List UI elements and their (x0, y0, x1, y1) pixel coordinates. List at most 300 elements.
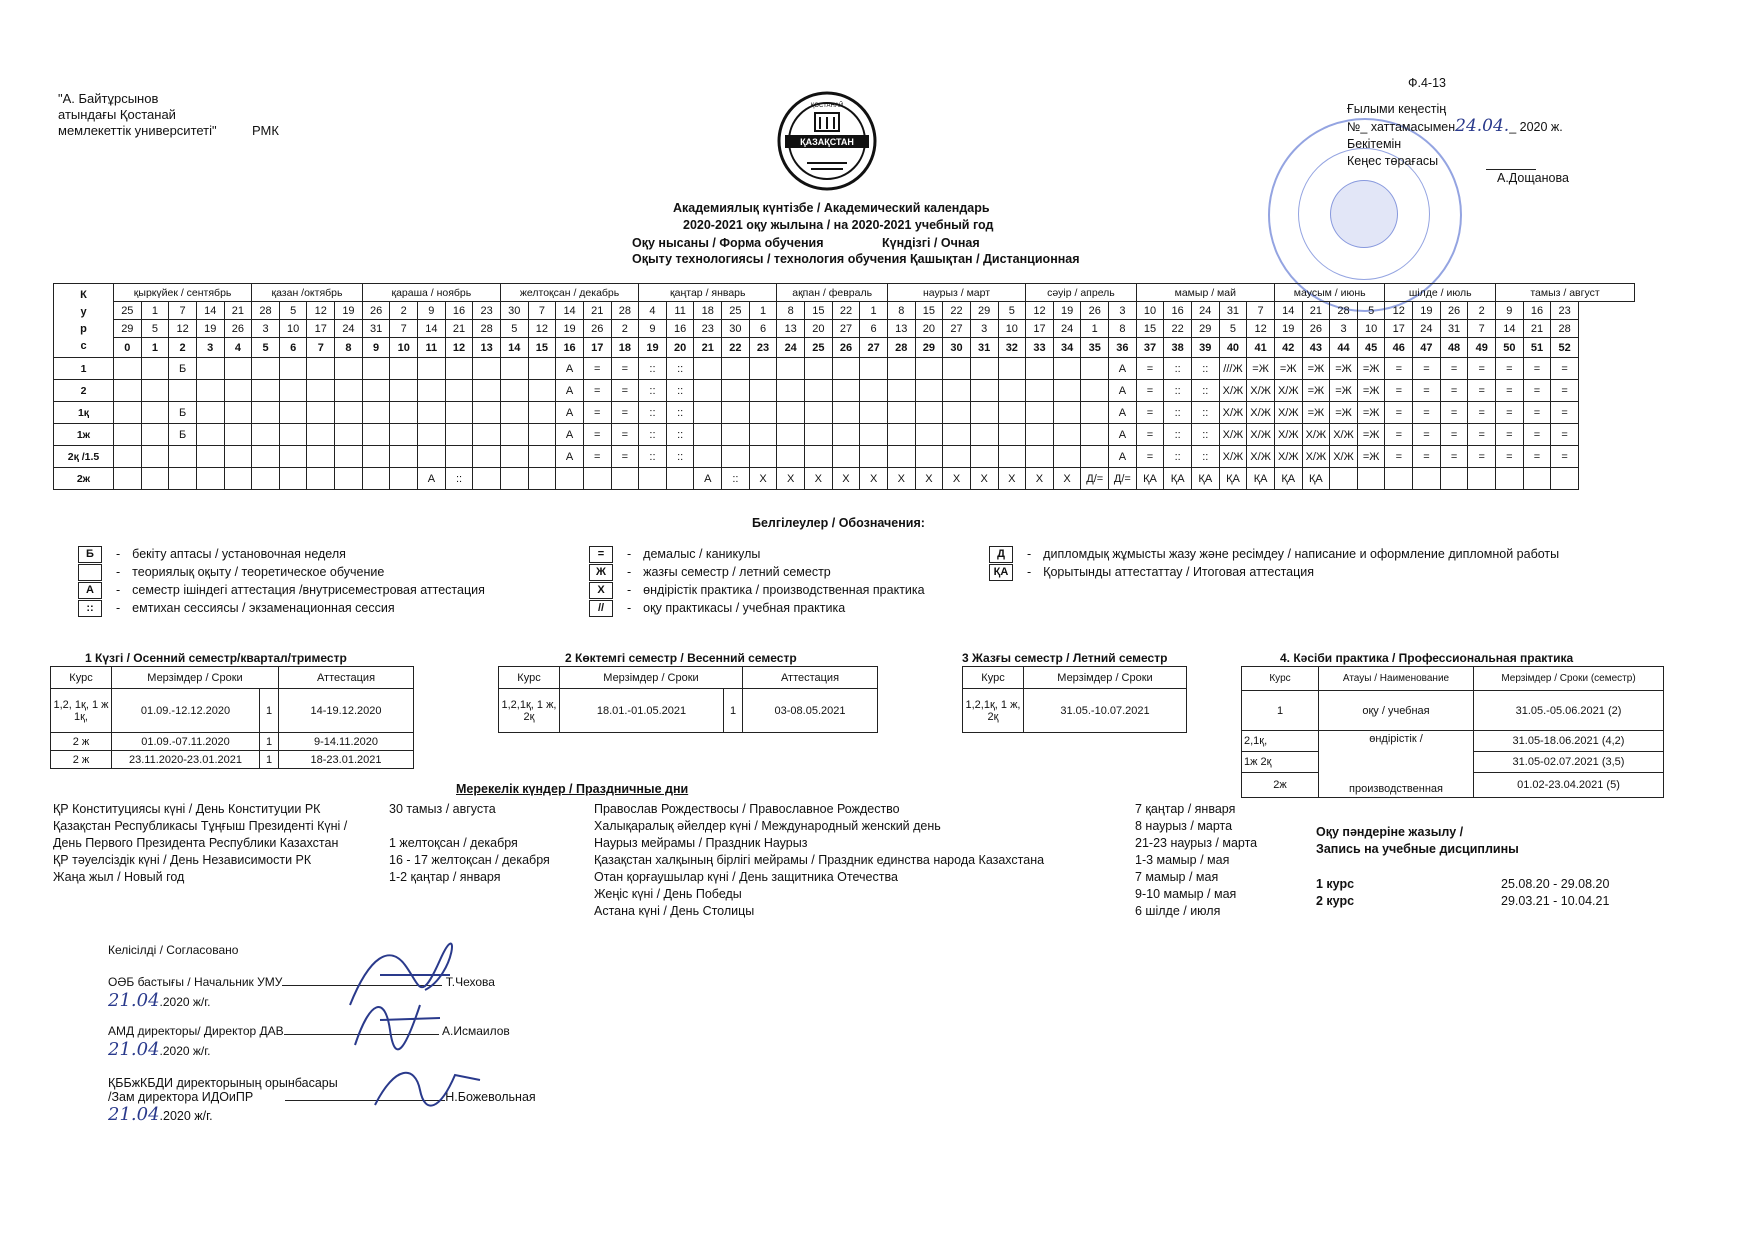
week-number: 14 (500, 338, 528, 358)
schedule-cell: ҚА (1302, 468, 1330, 490)
legend-symbol: Х (589, 582, 613, 599)
cell-count: 1 (260, 751, 279, 769)
week-start-day: 12 (307, 302, 335, 320)
schedule-cell: Х/Ж (1247, 402, 1275, 424)
schedule-cell (998, 424, 1026, 446)
course-label: 2қ /1.5 (54, 446, 114, 468)
enrollment-title-line: Оқу пәндеріне жазылу / (1316, 825, 1464, 839)
week-end-day: 9 (639, 320, 667, 338)
week-number: 27 (860, 338, 888, 358)
schedule-cell (114, 468, 142, 490)
week-number: 42 (1274, 338, 1302, 358)
cell-kurs: 1ж 2қ (1242, 751, 1319, 772)
schedule-cell (1053, 358, 1081, 380)
schedule-cell (722, 358, 750, 380)
schedule-cell: :: (666, 380, 694, 402)
schedule-cell (1551, 468, 1579, 490)
schedule-cell: Х/Ж (1330, 446, 1358, 468)
schedule-cell (943, 402, 971, 424)
week-end-day: 12 (169, 320, 197, 338)
schedule-cell (1026, 446, 1054, 468)
month-header: шілде / июль (1385, 284, 1496, 302)
schedule-cell: = (1136, 380, 1164, 402)
schedule-cell (279, 468, 307, 490)
col-header: Курс (51, 667, 112, 689)
schedule-cell: :: (1164, 402, 1192, 424)
academic-calendar-grid (53, 283, 1635, 490)
cell-kurs: 2 ж (51, 733, 112, 751)
legend-symbol: :: (78, 600, 102, 617)
week-start-day: 11 (666, 302, 694, 320)
approval-umu-date (108, 990, 211, 1011)
week-number: 23 (749, 338, 777, 358)
week-number: 26 (832, 338, 860, 358)
legend-dash: - (627, 547, 632, 561)
enrollment-title (1316, 824, 1519, 858)
schedule-cell (169, 446, 197, 468)
schedule-cell: :: (1164, 446, 1192, 468)
legend-dash: - (1027, 565, 1032, 579)
month-header: қыркүйек / сентябрь (114, 284, 252, 302)
legend-text: демалыс / каникулы (643, 547, 761, 561)
schedule-cell: = (611, 380, 639, 402)
week-end-day: 13 (887, 320, 915, 338)
holiday-name: Қазақстан халқының бірлігі мейрамы / Праздник единства народа Казахстана (594, 853, 1045, 867)
week-number: 36 (1109, 338, 1137, 358)
holiday-name: День Первого Президента Республики Казахстан (53, 836, 339, 850)
schedule-cell: =Ж (1357, 358, 1385, 380)
legend-item (78, 599, 485, 617)
schedule-cell (279, 380, 307, 402)
legend-col-2 (589, 545, 925, 617)
schedule-cell (583, 468, 611, 490)
schedule-cell: А (556, 358, 584, 380)
approval-protocol-line: №_ хаттамасымен24.04._ 2020 ж. (1347, 116, 1563, 136)
holiday-date: 6 шілде / июля (1135, 904, 1221, 918)
cell-dates: 18.01.-01.05.2021 (560, 689, 724, 733)
schedule-cell: = (1136, 358, 1164, 380)
legend-item (589, 599, 925, 617)
schedule-cell (1026, 424, 1054, 446)
schedule-cell: = (1385, 424, 1413, 446)
enrollment-courses (1316, 876, 1354, 910)
schedule-cell: А (694, 468, 722, 490)
schedule-cell (473, 468, 501, 490)
schedule-cell: ҚА (1274, 468, 1302, 490)
table-row (51, 751, 414, 769)
cell-dates: 01.02-23.04.2021 (5) (1474, 772, 1664, 797)
signer-role: ҚББжКБДИ директорының орынбасары (108, 1076, 338, 1090)
course-row (54, 358, 1635, 380)
schedule-cell (1468, 468, 1496, 490)
schedule-cell (418, 402, 446, 424)
month-header: ақпан / февраль (777, 284, 888, 302)
approval-number-sign: № (1347, 120, 1361, 134)
week-number: 32 (998, 338, 1026, 358)
month-header: қараша / ноябрь (362, 284, 500, 302)
schedule-cell (418, 358, 446, 380)
schedule-cell (860, 380, 888, 402)
practice-name-line: производственная (1349, 783, 1443, 795)
sem2-table (498, 666, 878, 733)
logo-band-text: ҚАЗАҚСТАН (800, 137, 854, 147)
schedule-cell (196, 358, 224, 380)
schedule-cell (777, 380, 805, 402)
col-header: Курс (1242, 667, 1319, 691)
week-end-day: 13 (777, 320, 805, 338)
schedule-cell (500, 380, 528, 402)
table-row (1242, 731, 1664, 752)
week-number: 8 (335, 338, 363, 358)
schedule-cell (528, 446, 556, 468)
course-row (54, 446, 1635, 468)
schedule-cell (970, 446, 998, 468)
schedule-cell: :: (639, 402, 667, 424)
week-number: 25 (805, 338, 833, 358)
legend-dash: - (116, 565, 121, 579)
week-number: 46 (1385, 338, 1413, 358)
schedule-cell: А (556, 424, 584, 446)
holiday-date: 21-23 наурыз / марта (1135, 836, 1258, 850)
cell-dates: 31.05-18.06.2021 (4,2) (1474, 731, 1664, 752)
course-row (54, 402, 1635, 424)
schedule-cell (141, 380, 169, 402)
legend-symbol (78, 564, 102, 581)
holiday-date: 9-10 мамыр / мая (1135, 887, 1237, 901)
schedule-cell: Х/Ж (1274, 424, 1302, 446)
schedule-cell: = (1551, 446, 1579, 468)
schedule-cell (390, 402, 418, 424)
week-end-day: 5 (141, 320, 169, 338)
cell-kurs: 2 ж (51, 751, 112, 769)
schedule-cell (1081, 424, 1109, 446)
schedule-cell: :: (1164, 358, 1192, 380)
schedule-cell: ҚА (1247, 468, 1275, 490)
schedule-cell: = (1468, 380, 1496, 402)
week-start-day: 25 (722, 302, 750, 320)
schedule-cell (1081, 402, 1109, 424)
schedule-cell (141, 358, 169, 380)
week-number: 16 (556, 338, 584, 358)
kurs-header (54, 284, 114, 358)
holiday-name: ҚР Конституциясы күні / День Конституции РК (53, 802, 321, 816)
week-end-day: 1 (1081, 320, 1109, 338)
schedule-cell: :: (666, 446, 694, 468)
date-suffix: .2020 ж/г. (159, 1109, 213, 1123)
schedule-cell: = (583, 446, 611, 468)
cell-dates: 31.05.-05.06.2021 (2) (1474, 691, 1664, 731)
week-end-day: 14 (418, 320, 446, 338)
schedule-cell: Д/= (1109, 468, 1137, 490)
month-header: тамыз / август (1496, 284, 1635, 302)
schedule-cell: Х (805, 468, 833, 490)
legend-text: семестр ішіндегі аттестация /внутрисеместровая аттестация (132, 583, 485, 597)
week-number: 13 (473, 338, 501, 358)
schedule-cell: = (1551, 424, 1579, 446)
schedule-cell: =Ж (1330, 358, 1358, 380)
schedule-cell: = (1496, 402, 1524, 424)
legend-item (78, 581, 485, 599)
legend-text: бекіту аптасы / установочная неделя (132, 547, 346, 561)
schedule-cell (252, 424, 280, 446)
schedule-cell: :: (722, 468, 750, 490)
schedule-cell (473, 424, 501, 446)
holidays-right-names (594, 801, 1044, 920)
legend-dash: - (627, 601, 632, 615)
schedule-cell (196, 468, 224, 490)
week-number: 52 (1551, 338, 1579, 358)
schedule-cell (860, 402, 888, 424)
cell-name (1319, 731, 1474, 798)
schedule-cell (860, 424, 888, 446)
week-number: 5 (252, 338, 280, 358)
schedule-cell: :: (639, 358, 667, 380)
legend-text: жазғы семестр / летний семестр (643, 565, 831, 579)
week-end-day: 7 (390, 320, 418, 338)
schedule-cell (1053, 380, 1081, 402)
week-start-day: 1 (141, 302, 169, 320)
signature-bozhevolnaya-icon (365, 1060, 485, 1115)
schedule-cell (252, 358, 280, 380)
week-start-day: 5 (279, 302, 307, 320)
schedule-cell: = (1551, 358, 1579, 380)
schedule-cell (114, 402, 142, 424)
week-end-row (54, 320, 1635, 338)
schedule-cell: Х (777, 468, 805, 490)
week-number-row (54, 338, 1635, 358)
week-start-day: 25 (114, 302, 142, 320)
schedule-cell (418, 446, 446, 468)
week-start-day: 1 (860, 302, 888, 320)
legend-item (989, 545, 1559, 563)
schedule-cell (722, 402, 750, 424)
week-number: 33 (1026, 338, 1054, 358)
signer-name: А.Исмаилов (441, 1024, 510, 1038)
schedule-cell: :: (666, 424, 694, 446)
schedule-cell: Х/Ж (1247, 446, 1275, 468)
schedule-cell (970, 358, 998, 380)
week-number: 37 (1136, 338, 1164, 358)
approval-line: Ғылыми кеңестің (1347, 102, 1447, 116)
schedule-cell (556, 468, 584, 490)
schedule-cell (722, 380, 750, 402)
schedule-cell (832, 402, 860, 424)
legend-symbol: Ж (589, 564, 613, 581)
week-end-day: 28 (1551, 320, 1579, 338)
cell-dates: 31.05-02.07.2021 (3,5) (1474, 751, 1664, 772)
schedule-cell (252, 380, 280, 402)
holiday-name: Православ Рождествосы / Православное Рождество (594, 802, 900, 816)
handwritten-date: 21.04 (108, 1039, 160, 1060)
schedule-cell: ///Ж (1219, 358, 1247, 380)
legend-symbol: = (589, 546, 613, 563)
week-start-day: 26 (362, 302, 390, 320)
schedule-cell: Х (749, 468, 777, 490)
week-end-day: 26 (583, 320, 611, 338)
schedule-cell (307, 358, 335, 380)
months-row (54, 284, 1635, 302)
week-end-day: 20 (915, 320, 943, 338)
schedule-cell: = (611, 424, 639, 446)
week-end-day: 17 (1385, 320, 1413, 338)
schedule-cell: Х/Ж (1247, 380, 1275, 402)
week-number: 39 (1191, 338, 1219, 358)
cell-kurs: 1,2,1қ, 1 ж, 2қ (499, 689, 560, 733)
schedule-cell: = (1440, 402, 1468, 424)
schedule-cell (1413, 468, 1441, 490)
sem1-title: 1 Күзгі / Осенний семестр/квартал/триместр (85, 651, 347, 665)
handwritten-date: 21.04 (108, 1104, 160, 1125)
week-number: 21 (694, 338, 722, 358)
schedule-cell (694, 424, 722, 446)
schedule-cell: :: (1191, 446, 1219, 468)
week-number: 18 (611, 338, 639, 358)
schedule-cell: = (1413, 424, 1441, 446)
week-start-day: 9 (1496, 302, 1524, 320)
schedule-cell (418, 380, 446, 402)
schedule-cell: :: (1191, 424, 1219, 446)
schedule-cell: = (1413, 358, 1441, 380)
holiday-date: 7 мамыр / мая (1135, 870, 1219, 884)
schedule-cell: Х/Ж (1274, 446, 1302, 468)
legend-item (989, 563, 1559, 581)
schedule-cell: = (1523, 424, 1551, 446)
schedule-cell (335, 402, 363, 424)
legend-symbol: // (589, 600, 613, 617)
week-end-day: 24 (335, 320, 363, 338)
week-start-day: 24 (1191, 302, 1219, 320)
schedule-cell: = (1496, 424, 1524, 446)
col-header: Курс (499, 667, 560, 689)
schedule-cell: Б (169, 402, 197, 424)
week-number: 28 (887, 338, 915, 358)
schedule-cell: = (1523, 446, 1551, 468)
week-number: 20 (666, 338, 694, 358)
month-header: наурыз / март (887, 284, 1025, 302)
week-start-day: 14 (556, 302, 584, 320)
schedule-cell (777, 424, 805, 446)
schedule-cell: Х (860, 468, 888, 490)
week-end-day: 19 (556, 320, 584, 338)
holiday-date: 1-2 қаңтар / января (389, 870, 501, 884)
schedule-cell (860, 358, 888, 380)
schedule-cell: Б (169, 424, 197, 446)
signer-role: /Зам директора ИДОиПР (108, 1090, 254, 1104)
holiday-date: 7 қаңтар / января (1135, 802, 1236, 816)
week-start-day: 14 (196, 302, 224, 320)
schedule-cell: Х (943, 468, 971, 490)
schedule-cell (279, 424, 307, 446)
date-suffix: .2020 ж/г. (159, 995, 211, 1009)
legend-col-1 (78, 545, 485, 617)
schedule-cell (1053, 402, 1081, 424)
schedule-cell: А (1109, 380, 1137, 402)
schedule-cell (390, 358, 418, 380)
schedule-cell (805, 424, 833, 446)
holidays-right-dates (1135, 801, 1257, 920)
week-end-day: 24 (1053, 320, 1081, 338)
week-number: 44 (1330, 338, 1358, 358)
schedule-cell (777, 358, 805, 380)
week-start-day: 4 (639, 302, 667, 320)
month-header: желтоқсан / декабрь (500, 284, 638, 302)
week-end-day: 6 (860, 320, 888, 338)
week-end-day: 31 (362, 320, 390, 338)
week-number: 48 (1440, 338, 1468, 358)
sem2-title: 2 Көктемгі семестр / Весенний семестр (565, 651, 797, 665)
legend-text: оқу практикасы / учебная практика (643, 601, 846, 615)
week-start-day: 31 (1219, 302, 1247, 320)
holiday-name: Жеңіс күні / День Победы (594, 887, 742, 901)
course-label: 1 (54, 358, 114, 380)
week-start-day: 8 (777, 302, 805, 320)
schedule-cell (943, 424, 971, 446)
course-row (54, 468, 1635, 490)
col-header: Мерзімдер / Сроки (560, 667, 743, 689)
schedule-cell (1026, 402, 1054, 424)
week-number: 35 (1081, 338, 1109, 358)
schedule-cell: = (1468, 446, 1496, 468)
schedule-cell: = (1551, 402, 1579, 424)
week-start-day: 22 (832, 302, 860, 320)
cell-dates: 23.11.2020-23.01.2021 (112, 751, 260, 769)
table-row (499, 689, 878, 733)
legend-dash: - (627, 565, 632, 579)
week-number: 40 (1219, 338, 1247, 358)
schedule-cell: ҚА (1136, 468, 1164, 490)
legend-text: теориялық оқыту / теоретическое обучение (132, 565, 385, 579)
schedule-cell (1081, 358, 1109, 380)
week-number: 49 (1468, 338, 1496, 358)
approvals-title: Келісілді / Согласовано (108, 943, 239, 957)
schedule-cell (1496, 468, 1524, 490)
week-end-day: 23 (694, 320, 722, 338)
legend-dash: - (116, 547, 121, 561)
legend-dash: - (627, 583, 632, 597)
week-start-day: 15 (915, 302, 943, 320)
col-header: Курс (963, 667, 1024, 689)
schedule-cell: = (1385, 358, 1413, 380)
week-end-day: 12 (1247, 320, 1275, 338)
sem4-title: 4. Кәсіби практика / Профессиональная практика (1280, 651, 1574, 665)
schedule-cell (473, 358, 501, 380)
week-end-day: 7 (1468, 320, 1496, 338)
week-end-day: 16 (666, 320, 694, 338)
week-end-day: 20 (805, 320, 833, 338)
enrollment-date: 25.08.20 - 29.08.20 (1501, 877, 1610, 891)
week-start-day: 23 (1551, 302, 1579, 320)
cell-attestation: 18-23.01.2021 (279, 751, 414, 769)
schedule-cell: =Ж (1302, 402, 1330, 424)
schedule-cell (970, 380, 998, 402)
holiday-name: Қазақстан Республикасы Тұңғыш Президенті Күні / (53, 819, 348, 833)
schedule-cell (749, 358, 777, 380)
university-logo (777, 91, 877, 191)
course-label: 1ж (54, 424, 114, 446)
legend-dash: - (1027, 547, 1032, 561)
schedule-cell (141, 468, 169, 490)
rmk-label: РМК (252, 123, 279, 138)
schedule-cell (832, 446, 860, 468)
holiday-name: Жаңа жыл / Новый год (53, 870, 185, 884)
holiday-name: ҚР тәуелсіздік күні / День Независимости РК (53, 853, 312, 867)
week-number: 12 (445, 338, 473, 358)
schedule-cell (887, 446, 915, 468)
table-row (51, 733, 414, 751)
week-start-day: 26 (1081, 302, 1109, 320)
schedule-cell: =Ж (1357, 380, 1385, 402)
week-start-day: 5 (1357, 302, 1385, 320)
